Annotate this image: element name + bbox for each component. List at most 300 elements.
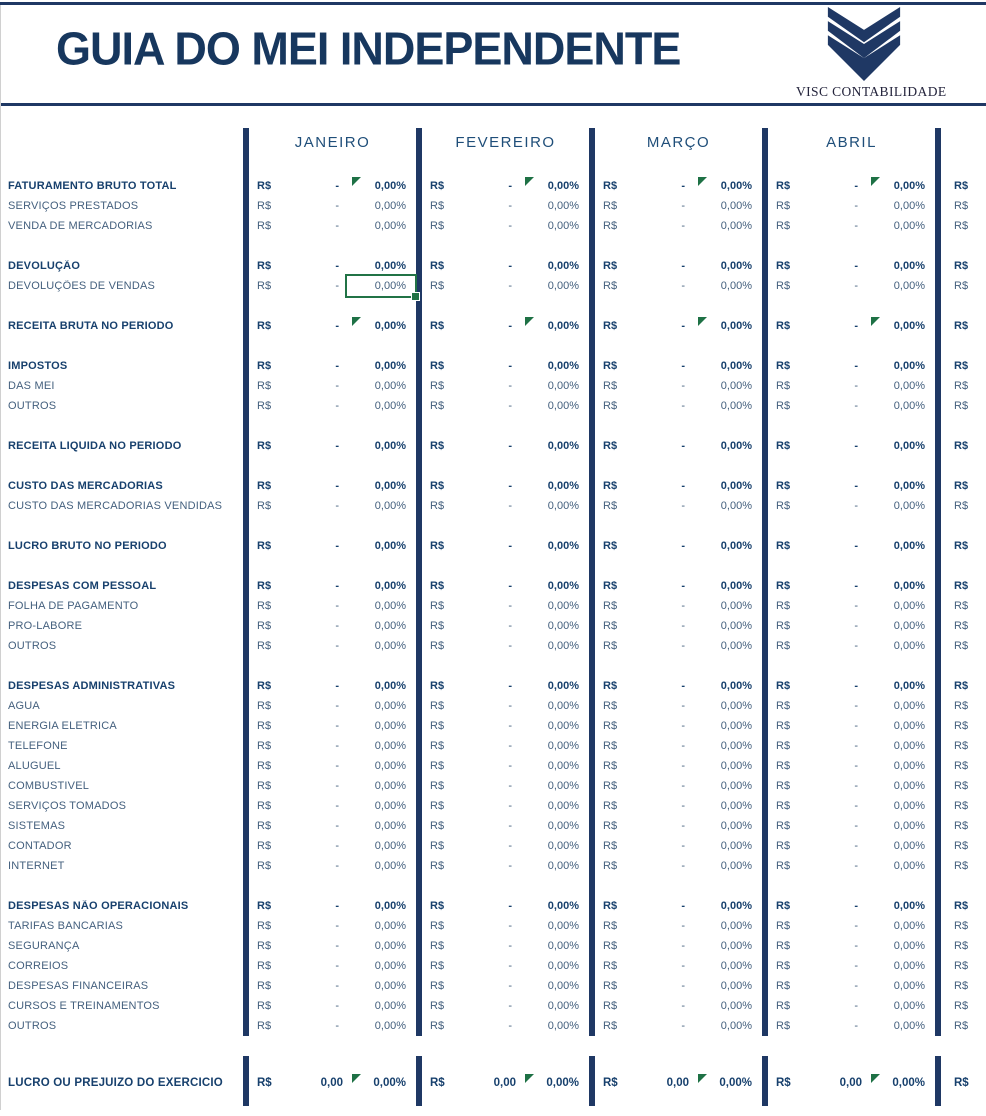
row-label[interactable]: LUCRO BRUTO NO PERIODO — [8, 540, 167, 552]
cell-extra-currency[interactable]: R$ — [954, 380, 969, 392]
cell-value[interactable]: - — [335, 980, 339, 992]
cell-percent[interactable]: 0,00% — [720, 900, 752, 912]
cell-currency[interactable]: R$ — [776, 600, 791, 612]
cell-extra-currency[interactable]: R$ — [954, 360, 969, 372]
cell-percent[interactable]: 0,00% — [893, 900, 925, 912]
cell-percent[interactable]: 0,00% — [547, 920, 579, 932]
cell-value[interactable]: - — [681, 500, 685, 512]
cell-percent[interactable]: 0,00% — [720, 840, 752, 852]
cell-currency[interactable]: R$ — [776, 1000, 791, 1012]
cell-currency[interactable]: R$ — [776, 200, 791, 212]
cell-currency[interactable]: R$ — [603, 260, 618, 272]
totals-value[interactable]: 0,00 — [320, 1077, 343, 1089]
cell-percent[interactable]: 0,00% — [374, 920, 406, 932]
cell-currency[interactable]: R$ — [430, 1020, 445, 1032]
cell-extra-currency[interactable]: R$ — [954, 860, 969, 872]
cell-percent[interactable]: 0,00% — [720, 860, 752, 872]
cell-value[interactable]: - — [508, 180, 512, 192]
cell-currency[interactable]: R$ — [430, 860, 445, 872]
cell-extra-currency[interactable]: R$ — [954, 260, 969, 272]
cell-percent[interactable]: 0,00% — [720, 360, 752, 372]
cell-percent[interactable]: 0,00% — [893, 980, 925, 992]
cell-percent[interactable]: 0,00% — [547, 680, 579, 692]
cell-value[interactable]: - — [854, 380, 858, 392]
cell-value[interactable]: - — [681, 200, 685, 212]
cell-currency[interactable]: R$ — [257, 700, 272, 712]
cell-value[interactable]: - — [335, 260, 339, 272]
cell-percent[interactable]: 0,00% — [720, 260, 752, 272]
cell-currency[interactable]: R$ — [430, 980, 445, 992]
cell-currency[interactable]: R$ — [430, 900, 445, 912]
cell-value[interactable]: - — [335, 580, 339, 592]
cell-currency[interactable]: R$ — [603, 400, 618, 412]
cell-value[interactable]: - — [681, 1020, 685, 1032]
cell-currency[interactable]: R$ — [776, 480, 791, 492]
row-label[interactable]: COMBUSTIVEL — [8, 780, 90, 792]
cell-value[interactable]: - — [681, 980, 685, 992]
cell-currency[interactable]: R$ — [257, 260, 272, 272]
cell-value[interactable]: - — [854, 960, 858, 972]
cell-percent[interactable]: 0,00% — [893, 1000, 925, 1012]
cell-currency[interactable]: R$ — [257, 1000, 272, 1012]
cell-currency[interactable]: R$ — [430, 320, 445, 332]
row-label[interactable]: SISTEMAS — [8, 820, 66, 832]
cell-value[interactable]: - — [681, 280, 685, 292]
cell-currency[interactable]: R$ — [430, 380, 445, 392]
cell-percent[interactable]: 0,00% — [374, 620, 406, 632]
cell-value[interactable]: - — [508, 780, 512, 792]
cell-percent[interactable]: 0,00% — [547, 640, 579, 652]
cell-percent[interactable]: 0,00% — [720, 640, 752, 652]
cell-percent[interactable]: 0,00% — [893, 960, 925, 972]
cell-percent[interactable]: 0,00% — [720, 180, 752, 192]
cell-percent[interactable]: 0,00% — [547, 860, 579, 872]
cell-currency[interactable]: R$ — [776, 620, 791, 632]
cell-value[interactable]: - — [335, 500, 339, 512]
cell-value[interactable]: - — [335, 400, 339, 412]
cell-value[interactable]: - — [854, 500, 858, 512]
row-label[interactable]: CONTADOR — [8, 840, 72, 852]
cell-percent[interactable]: 0,00% — [374, 200, 406, 212]
row-label[interactable]: PRO-LABORE — [8, 620, 83, 632]
cell-percent[interactable]: 0,00% — [547, 740, 579, 752]
cell-percent[interactable]: 0,00% — [374, 820, 406, 832]
cell-value[interactable]: - — [335, 320, 339, 332]
cell-currency[interactable]: R$ — [257, 620, 272, 632]
cell-percent[interactable]: 0,00% — [893, 400, 925, 412]
cell-currency[interactable]: R$ — [776, 760, 791, 772]
cell-percent[interactable]: 0,00% — [374, 600, 406, 612]
cell-value[interactable]: - — [508, 680, 512, 692]
cell-percent[interactable]: 0,00% — [720, 500, 752, 512]
cell-value[interactable]: - — [681, 740, 685, 752]
cell-percent[interactable]: 0,00% — [720, 1000, 752, 1012]
cell-currency[interactable]: R$ — [603, 740, 618, 752]
cell-percent[interactable]: 0,00% — [720, 740, 752, 752]
cell-currency[interactable]: R$ — [776, 700, 791, 712]
cell-percent[interactable]: 0,00% — [893, 720, 925, 732]
cell-percent[interactable]: 0,00% — [547, 700, 579, 712]
cell-value[interactable]: - — [854, 540, 858, 552]
cell-currency[interactable]: R$ — [430, 260, 445, 272]
row-label[interactable]: OUTROS — [8, 640, 57, 652]
cell-percent[interactable]: 0,00% — [720, 540, 752, 552]
totals-value[interactable]: 0,00 — [666, 1077, 689, 1089]
cell-currency[interactable]: R$ — [603, 220, 618, 232]
cell-percent[interactable]: 0,00% — [893, 320, 925, 332]
cell-percent[interactable]: 0,00% — [374, 500, 406, 512]
cell-percent[interactable]: 0,00% — [893, 780, 925, 792]
cell-currency[interactable]: R$ — [430, 1000, 445, 1012]
cell-value[interactable]: - — [681, 780, 685, 792]
cell-percent[interactable]: 0,00% — [893, 280, 925, 292]
cell-percent[interactable]: 0,00% — [374, 440, 406, 452]
cell-value[interactable]: - — [854, 680, 858, 692]
cell-value[interactable]: - — [335, 1020, 339, 1032]
cell-currency[interactable]: R$ — [776, 980, 791, 992]
cell-currency[interactable]: R$ — [776, 800, 791, 812]
cell-value[interactable]: - — [854, 620, 858, 632]
cell-currency[interactable]: R$ — [257, 960, 272, 972]
cell-value[interactable]: - — [335, 1000, 339, 1012]
cell-currency[interactable]: R$ — [776, 920, 791, 932]
cell-value[interactable]: - — [335, 900, 339, 912]
cell-percent[interactable]: 0,00% — [720, 720, 752, 732]
cell-value[interactable]: - — [681, 600, 685, 612]
cell-percent[interactable]: 0,00% — [374, 360, 406, 372]
cell-percent[interactable]: 0,00% — [547, 1000, 579, 1012]
cell-currency[interactable]: R$ — [776, 220, 791, 232]
row-label[interactable]: CUSTO DAS MERCADORIAS VENDIDAS — [8, 500, 223, 512]
cell-currency[interactable]: R$ — [776, 280, 791, 292]
row-label[interactable]: CURSOS E TREINAMENTOS — [8, 1000, 160, 1012]
cell-percent[interactable]: 0,00% — [374, 400, 406, 412]
cell-percent[interactable]: 0,00% — [720, 820, 752, 832]
cell-percent[interactable]: 0,00% — [893, 740, 925, 752]
cell-value[interactable]: - — [681, 360, 685, 372]
cell-value[interactable]: - — [854, 360, 858, 372]
cell-percent[interactable]: 0,00% — [720, 940, 752, 952]
cell-percent[interactable]: 0,00% — [547, 1020, 579, 1032]
cell-value[interactable]: - — [681, 400, 685, 412]
cell-currency[interactable]: R$ — [776, 960, 791, 972]
cell-currency[interactable]: R$ — [257, 940, 272, 952]
cell-value[interactable]: - — [508, 980, 512, 992]
cell-percent[interactable]: 0,00% — [893, 620, 925, 632]
cell-percent[interactable]: 0,00% — [893, 760, 925, 772]
cell-percent[interactable]: 0,00% — [893, 840, 925, 852]
cell-percent[interactable]: 0,00% — [374, 220, 406, 232]
cell-currency[interactable]: R$ — [603, 680, 618, 692]
cell-value[interactable]: - — [854, 780, 858, 792]
cell-value[interactable]: - — [854, 760, 858, 772]
cell-currency[interactable]: R$ — [257, 760, 272, 772]
cell-extra-currency[interactable]: R$ — [954, 540, 969, 552]
cell-percent[interactable]: 0,00% — [374, 380, 406, 392]
cell-value[interactable]: - — [681, 620, 685, 632]
cell-value[interactable]: - — [335, 800, 339, 812]
cell-currency[interactable]: R$ — [430, 680, 445, 692]
cell-percent[interactable]: 0,00% — [720, 440, 752, 452]
cell-percent[interactable]: 0,00% — [374, 540, 406, 552]
cell-extra-currency[interactable]: R$ — [954, 220, 969, 232]
cell-percent[interactable]: 0,00% — [547, 720, 579, 732]
cell-percent[interactable]: 0,00% — [893, 680, 925, 692]
cell-value[interactable]: - — [681, 860, 685, 872]
cell-percent[interactable]: 0,00% — [374, 860, 406, 872]
cell-currency[interactable]: R$ — [430, 600, 445, 612]
row-label[interactable]: DEVOLUÇÕES DE VENDAS — [8, 280, 156, 292]
cell-percent[interactable]: 0,00% — [720, 380, 752, 392]
cell-currency[interactable]: R$ — [603, 720, 618, 732]
cell-currency[interactable]: R$ — [430, 180, 445, 192]
totals-currency[interactable]: R$ — [603, 1077, 618, 1089]
cell-percent[interactable]: 0,00% — [547, 380, 579, 392]
cell-value[interactable]: - — [681, 680, 685, 692]
cell-currency[interactable]: R$ — [776, 840, 791, 852]
cell-percent[interactable]: 0,00% — [720, 600, 752, 612]
cell-percent[interactable]: 0,00% — [893, 1020, 925, 1032]
cell-currency[interactable]: R$ — [430, 920, 445, 932]
totals-cell-extra-currency[interactable]: R$ — [954, 1077, 969, 1089]
cell-extra-currency[interactable]: R$ — [954, 780, 969, 792]
cell-percent[interactable]: 0,00% — [720, 780, 752, 792]
cell-value[interactable]: - — [508, 940, 512, 952]
row-label[interactable]: RECEITA LIQUIDA NO PERIODO — [8, 440, 182, 452]
cell-extra-currency[interactable]: R$ — [954, 680, 969, 692]
cell-extra-currency[interactable]: R$ — [954, 620, 969, 632]
cell-currency[interactable]: R$ — [603, 900, 618, 912]
cell-value[interactable]: - — [681, 800, 685, 812]
cell-currency[interactable]: R$ — [603, 640, 618, 652]
cell-currency[interactable]: R$ — [430, 480, 445, 492]
cell-currency[interactable]: R$ — [430, 500, 445, 512]
cell-currency[interactable]: R$ — [430, 800, 445, 812]
cell-percent[interactable]: 0,00% — [893, 200, 925, 212]
cell-currency[interactable]: R$ — [603, 860, 618, 872]
cell-currency[interactable]: R$ — [257, 180, 272, 192]
cell-percent[interactable]: 0,00% — [893, 220, 925, 232]
cell-value[interactable]: - — [508, 580, 512, 592]
cell-value[interactable]: - — [508, 400, 512, 412]
row-label[interactable]: SERVIÇOS TOMADOS — [8, 800, 127, 812]
fill-handle[interactable] — [411, 292, 420, 301]
cell-value[interactable]: - — [681, 440, 685, 452]
cell-currency[interactable]: R$ — [257, 480, 272, 492]
cell-extra-currency[interactable]: R$ — [954, 700, 969, 712]
cell-value[interactable]: - — [508, 800, 512, 812]
cell-percent[interactable]: 0,00% — [547, 580, 579, 592]
cell-currency[interactable]: R$ — [430, 640, 445, 652]
cell-currency[interactable]: R$ — [603, 540, 618, 552]
cell-value[interactable]: - — [854, 320, 858, 332]
cell-value[interactable]: - — [508, 840, 512, 852]
cell-percent[interactable]: 0,00% — [547, 200, 579, 212]
cell-currency[interactable]: R$ — [603, 800, 618, 812]
cell-percent[interactable]: 0,00% — [547, 760, 579, 772]
cell-percent[interactable]: 0,00% — [374, 640, 406, 652]
cell-percent[interactable]: 0,00% — [547, 840, 579, 852]
totals-percent[interactable]: 0,00% — [546, 1077, 579, 1089]
cell-extra-currency[interactable]: R$ — [954, 1020, 969, 1032]
totals-percent[interactable]: 0,00% — [719, 1077, 752, 1089]
cell-percent[interactable]: 0,00% — [374, 740, 406, 752]
cell-currency[interactable]: R$ — [430, 700, 445, 712]
cell-value[interactable]: - — [508, 860, 512, 872]
cell-percent[interactable]: 0,00% — [720, 1020, 752, 1032]
cell-percent[interactable]: 0,00% — [374, 480, 406, 492]
cell-currency[interactable]: R$ — [257, 860, 272, 872]
row-label[interactable]: VENDA DE MERCADORIAS — [8, 220, 153, 232]
cell-extra-currency[interactable]: R$ — [954, 940, 969, 952]
cell-percent[interactable]: 0,00% — [547, 320, 579, 332]
cell-percent[interactable]: 0,00% — [547, 900, 579, 912]
cell-percent[interactable]: 0,00% — [893, 700, 925, 712]
cell-percent[interactable]: 0,00% — [893, 380, 925, 392]
cell-currency[interactable]: R$ — [430, 580, 445, 592]
cell-percent[interactable]: 0,00% — [720, 220, 752, 232]
cell-percent[interactable]: 0,00% — [374, 280, 406, 292]
cell-value[interactable]: - — [681, 180, 685, 192]
cell-value[interactable]: - — [335, 920, 339, 932]
cell-currency[interactable]: R$ — [430, 760, 445, 772]
cell-currency[interactable]: R$ — [603, 820, 618, 832]
cell-percent[interactable]: 0,00% — [374, 680, 406, 692]
cell-value[interactable]: - — [681, 320, 685, 332]
cell-currency[interactable]: R$ — [603, 1000, 618, 1012]
cell-value[interactable]: - — [508, 700, 512, 712]
cell-currency[interactable]: R$ — [430, 720, 445, 732]
cell-currency[interactable]: R$ — [603, 200, 618, 212]
cell-percent[interactable]: 0,00% — [720, 480, 752, 492]
cell-percent[interactable]: 0,00% — [893, 540, 925, 552]
cell-currency[interactable]: R$ — [603, 360, 618, 372]
cell-value[interactable]: - — [854, 640, 858, 652]
row-label[interactable]: CORREIOS — [8, 960, 69, 972]
cell-currency[interactable]: R$ — [430, 400, 445, 412]
cell-currency[interactable]: R$ — [430, 740, 445, 752]
cell-percent[interactable]: 0,00% — [547, 540, 579, 552]
cell-currency[interactable]: R$ — [776, 580, 791, 592]
cell-currency[interactable]: R$ — [430, 820, 445, 832]
cell-value[interactable]: - — [681, 580, 685, 592]
cell-extra-currency[interactable]: R$ — [954, 760, 969, 772]
cell-currency[interactable]: R$ — [603, 980, 618, 992]
cell-percent[interactable]: 0,00% — [374, 1020, 406, 1032]
cell-currency[interactable]: R$ — [776, 540, 791, 552]
cell-percent[interactable]: 0,00% — [547, 180, 579, 192]
cell-percent[interactable]: 0,00% — [893, 600, 925, 612]
cell-value[interactable]: - — [335, 700, 339, 712]
cell-value[interactable]: - — [508, 820, 512, 832]
cell-percent[interactable]: 0,00% — [547, 500, 579, 512]
cell-currency[interactable]: R$ — [257, 680, 272, 692]
cell-value[interactable]: - — [508, 280, 512, 292]
cell-currency[interactable]: R$ — [257, 640, 272, 652]
cell-percent[interactable]: 0,00% — [374, 720, 406, 732]
cell-percent[interactable]: 0,00% — [547, 440, 579, 452]
cell-currency[interactable]: R$ — [257, 500, 272, 512]
cell-percent[interactable]: 0,00% — [720, 800, 752, 812]
cell-percent[interactable]: 0,00% — [720, 620, 752, 632]
cell-currency[interactable]: R$ — [603, 620, 618, 632]
cell-value[interactable]: - — [681, 820, 685, 832]
cell-percent[interactable]: 0,00% — [374, 960, 406, 972]
cell-currency[interactable]: R$ — [776, 780, 791, 792]
cell-value[interactable]: - — [854, 180, 858, 192]
cell-value[interactable]: - — [508, 260, 512, 272]
cell-currency[interactable]: R$ — [776, 360, 791, 372]
cell-value[interactable]: - — [335, 600, 339, 612]
cell-value[interactable]: - — [854, 220, 858, 232]
row-label-totals[interactable]: LUCRO OU PREJUIZO DO EXERCICIO — [8, 1077, 223, 1089]
cell-percent[interactable]: 0,00% — [547, 280, 579, 292]
cell-value[interactable]: - — [854, 1000, 858, 1012]
cell-currency[interactable]: R$ — [430, 620, 445, 632]
cell-percent[interactable]: 0,00% — [720, 920, 752, 932]
cell-extra-currency[interactable]: R$ — [954, 200, 969, 212]
cell-percent[interactable]: 0,00% — [374, 580, 406, 592]
row-label[interactable]: TELEFONE — [8, 740, 68, 752]
cell-percent[interactable]: 0,00% — [893, 940, 925, 952]
cell-value[interactable]: - — [681, 760, 685, 772]
cell-currency[interactable]: R$ — [603, 780, 618, 792]
cell-currency[interactable]: R$ — [776, 680, 791, 692]
cell-extra-currency[interactable]: R$ — [954, 600, 969, 612]
cell-currency[interactable]: R$ — [776, 440, 791, 452]
cell-currency[interactable]: R$ — [257, 320, 272, 332]
cell-currency[interactable]: R$ — [603, 940, 618, 952]
cell-percent[interactable]: 0,00% — [374, 260, 406, 272]
cell-value[interactable]: - — [854, 900, 858, 912]
cell-value[interactable]: - — [508, 900, 512, 912]
cell-extra-currency[interactable]: R$ — [954, 320, 969, 332]
cell-currency[interactable]: R$ — [257, 740, 272, 752]
cell-percent[interactable]: 0,00% — [547, 400, 579, 412]
cell-value[interactable]: - — [508, 620, 512, 632]
cell-value[interactable]: - — [854, 740, 858, 752]
cell-value[interactable]: - — [335, 440, 339, 452]
cell-currency[interactable]: R$ — [603, 920, 618, 932]
cell-extra-currency[interactable]: R$ — [954, 820, 969, 832]
cell-percent[interactable]: 0,00% — [547, 780, 579, 792]
cell-percent[interactable]: 0,00% — [374, 320, 406, 332]
cell-value[interactable]: - — [681, 700, 685, 712]
row-label[interactable]: INTERNET — [8, 860, 65, 872]
totals-percent[interactable]: 0,00% — [892, 1077, 925, 1089]
cell-currency[interactable]: R$ — [776, 1020, 791, 1032]
cell-value[interactable]: - — [854, 1020, 858, 1032]
cell-currency[interactable]: R$ — [430, 940, 445, 952]
cell-percent[interactable]: 0,00% — [893, 640, 925, 652]
cell-value[interactable]: - — [681, 1000, 685, 1012]
cell-percent[interactable]: 0,00% — [374, 940, 406, 952]
cell-value[interactable]: - — [508, 960, 512, 972]
cell-percent[interactable]: 0,00% — [374, 760, 406, 772]
cell-currency[interactable]: R$ — [603, 600, 618, 612]
cell-percent[interactable]: 0,00% — [547, 260, 579, 272]
cell-percent[interactable]: 0,00% — [374, 900, 406, 912]
cell-percent[interactable]: 0,00% — [374, 1000, 406, 1012]
cell-value[interactable]: - — [335, 840, 339, 852]
cell-value[interactable]: - — [508, 1020, 512, 1032]
cell-percent[interactable]: 0,00% — [893, 260, 925, 272]
cell-currency[interactable]: R$ — [430, 840, 445, 852]
totals-value[interactable]: 0,00 — [493, 1077, 516, 1089]
cell-value[interactable]: - — [854, 860, 858, 872]
cell-currency[interactable]: R$ — [603, 380, 618, 392]
cell-percent[interactable]: 0,00% — [374, 700, 406, 712]
